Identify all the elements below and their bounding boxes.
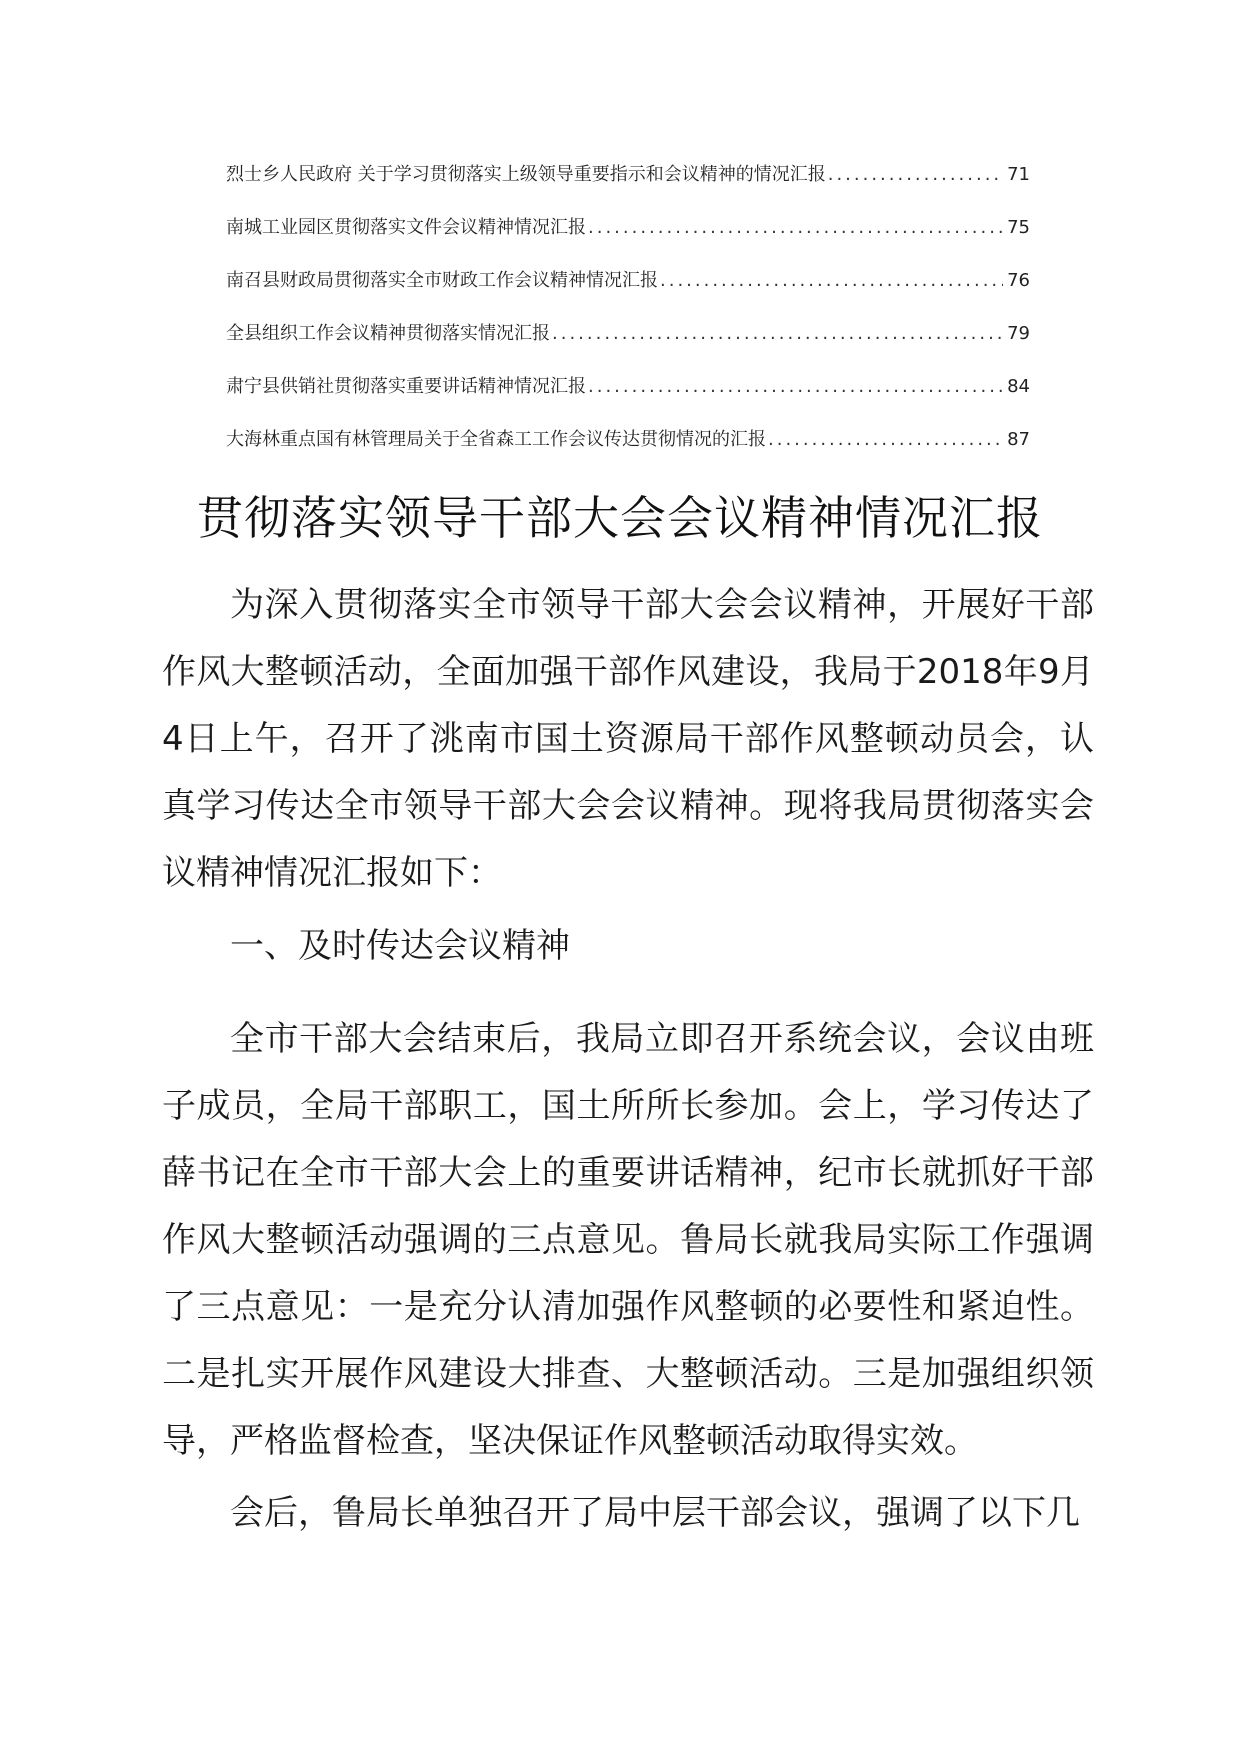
toc-entry[interactable] (226, 319, 1030, 372)
table-of-contents (226, 160, 1030, 478)
toc-entry[interactable] (226, 425, 1030, 478)
section-heading: 一、及时传达会议精神 (230, 926, 570, 966)
toc-entry-title: 大海林重点国有林管理局关于全省森工工作会议传达贯彻情况的汇报 (226, 429, 766, 450)
document-title: 贯彻落实领导干部大会会议精神情况汇报 (197, 491, 1043, 545)
toc-dot-leader (768, 429, 1003, 450)
toc-dot-leader (588, 376, 1003, 397)
toc-page-number: 87 (1007, 429, 1030, 450)
toc-entry-title: 肃宁县供销社贯彻落实重要讲话精神情况汇报 (226, 376, 586, 397)
toc-page-number: 76 (1007, 270, 1030, 291)
toc-entry-title: 南城工业园区贯彻落实文件会议精神情况汇报 (226, 217, 586, 238)
toc-dot-leader (588, 217, 1003, 238)
body-paragraph: 会后，鲁局长单独召开了局中层干部会议，强调了以下几 (230, 1493, 1080, 1533)
toc-entry[interactable] (226, 160, 1030, 213)
toc-page-number: 84 (1007, 376, 1030, 397)
toc-page-number: 71 (1007, 164, 1030, 185)
toc-dot-leader (552, 323, 1003, 344)
toc-entry[interactable] (226, 213, 1030, 266)
toc-page-number: 79 (1007, 323, 1030, 344)
toc-entry-title: 南召县财政局贯彻落实全市财政工作会议精神情况汇报 (226, 270, 658, 291)
toc-dot-leader (660, 270, 1003, 291)
toc-page-number: 75 (1007, 217, 1030, 238)
toc-entry[interactable] (226, 266, 1030, 319)
toc-dot-leader (828, 164, 1003, 185)
toc-entry-title: 全县组织工作会议精神贯彻落实情况汇报 (226, 323, 550, 344)
body-paragraph: 全市干部大会结束后，我局立即召开系统会议，会议由班子成员，全局干部职工，国土所所长参加。会上，学习传达了薛书记在全市干部大会上的重要讲话精神，纪市长就抓好干部作风大整顿活动强调的三点意见。鲁局长就我局实际工作强调了三点意见：一是充分认清加强作风整顿的必要性和紧迫性。二是扎实开展作风建设大排查、大整顿活动。三是加强组织领导，严格监督检查，坚决保证作风整顿活动取得实效。 (162, 1019, 1094, 1461)
toc-entry[interactable] (226, 372, 1030, 425)
toc-entry-title: 烈士乡人民政府 关于学习贯彻落实上级领导重要指示和会议精神的情况汇报 (226, 164, 826, 185)
body-paragraph-intro: 为深入贯彻落实全市领导干部大会会议精神，开展好干部作风大整顿活动，全面加强干部作风建设，我局于2018年9月4日上午，召开了洮南市国土资源局干部作风整顿动员会，认真学习传达全市领导干部大会会议精神。现将我局贯彻落实会议精神情况汇报如下： (162, 585, 1094, 893)
